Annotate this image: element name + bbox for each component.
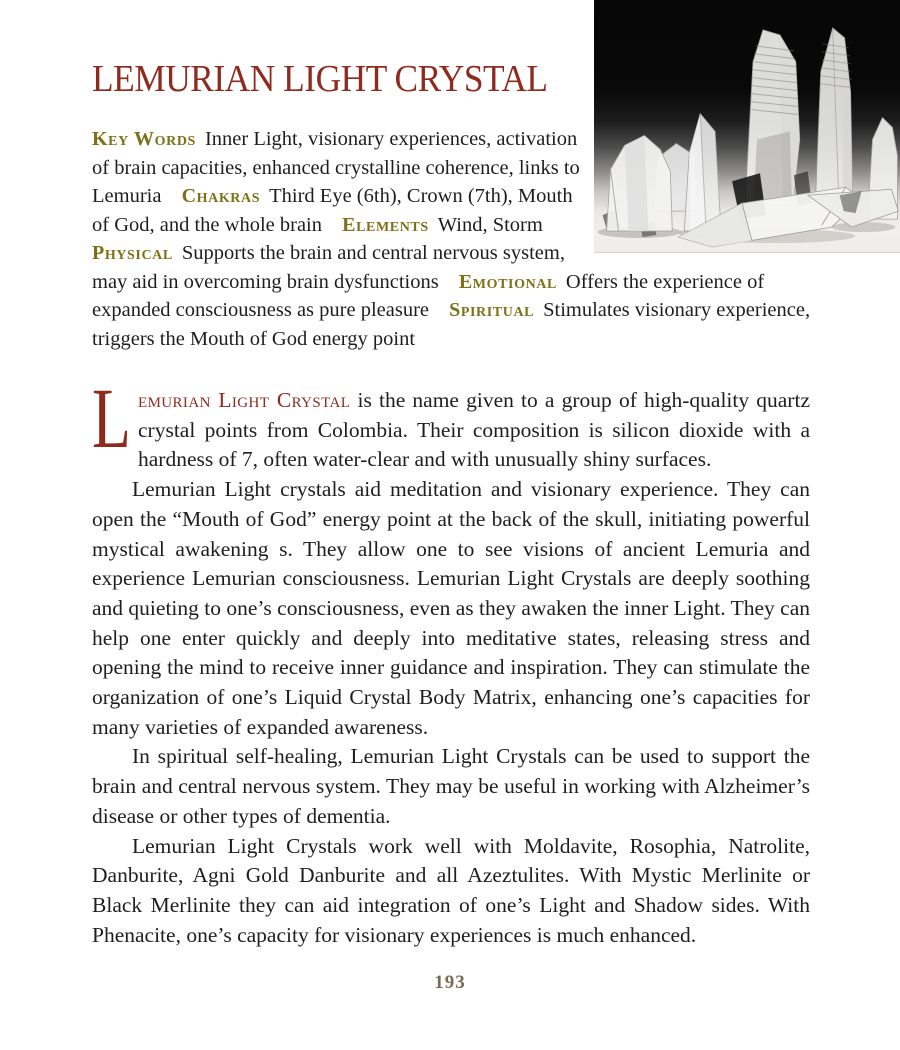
attribute-text-emotional: Offers the experience of expanded consciousness as pure pleasure [92,270,765,321]
attribute-text-spiritual: Stimulates visionary experience, triggers the Mouth of God energy point [92,299,811,350]
crystals-illustration [594,0,900,252]
attribute-label-emotional: Emotional [458,270,557,293]
attribute-text-key-words: Inner Light, visionary experiences, activation of brain capacities, enhanced crystalline coherence, links to Lemuria [92,128,580,207]
attribute-label-spiritual: Spiritual [449,299,535,321]
paragraph-1-text: is the name given to a group of high-quality quartz crystal points from Colombia. Their composition is silicon dioxide with a hardness of 7, often water-clear and with unusually shiny surfaces. [138,388,810,472]
attribute-label-key-words: Key Words [92,128,196,150]
body-text [92,370,810,950]
page-title: LEMURIAN LIGHT CRYSTAL [92,58,548,100]
drop-cap: L [92,370,131,466]
paragraph-1 [92,370,810,475]
attribute-text-elements: Wind, Storm [437,213,543,236]
attribute-text-physical: Supports the brain and central nervous system, may aid in overcoming brain dysfunctions [92,242,565,293]
attribute-elements [342,214,543,236]
attribute-label-physical: Physical [92,242,173,264]
attribute-label-chakras: Chakras [181,185,261,207]
attribute-label-elements: Elements [342,213,429,236]
crystal-photo [594,0,900,253]
paragraph-4: Lemurian Light Crystals work well with Moldavite, Rosophia, Natrolite, Danburite, Agni Gold Danburite and all Azeztulites. With Mystic Merlinite or Black Merlinite they can aid integration of one’s Light and Shadow sides. With Phenacite, one’s capacity for visionary experiences is much enhanced. [92,833,810,947]
page-number: 193 [434,972,466,993]
attribute-text-chakras: Third Eye (6th), Crown (7th), Mouth of God, and the whole brain [92,185,573,236]
paragraph-2: Lemurian Light crystals aid meditation and visionary experience. They can open the “Mouth of God” energy point at the back of the skull, initiating powerful mystical awakening s. They allow one to see visions of ancient Lemuria and experience Lemurian consciousness. Lemurian Light Crystals are deeply soothing and quieting to one’s consciousness, even as they awaken the inner Light. They can help one enter quickly and deeply into meditative states, releasing stress and opening the mind to receive inner guidance and inspiration. They can stimulate the organization of one’s Liquid Crystal Body Matrix, enhancing one’s capacities for many varieties of expanded awareness. [92,477,810,739]
paragraph-3: In spiritual self-healing, Lemurian Light Crystals can be used to support the brain and central nervous system. They may be useful in working with Alzheimer’s disease or other types of dementia. [92,744,810,828]
lead-smallcaps: emurian Light Crystal [138,388,351,412]
